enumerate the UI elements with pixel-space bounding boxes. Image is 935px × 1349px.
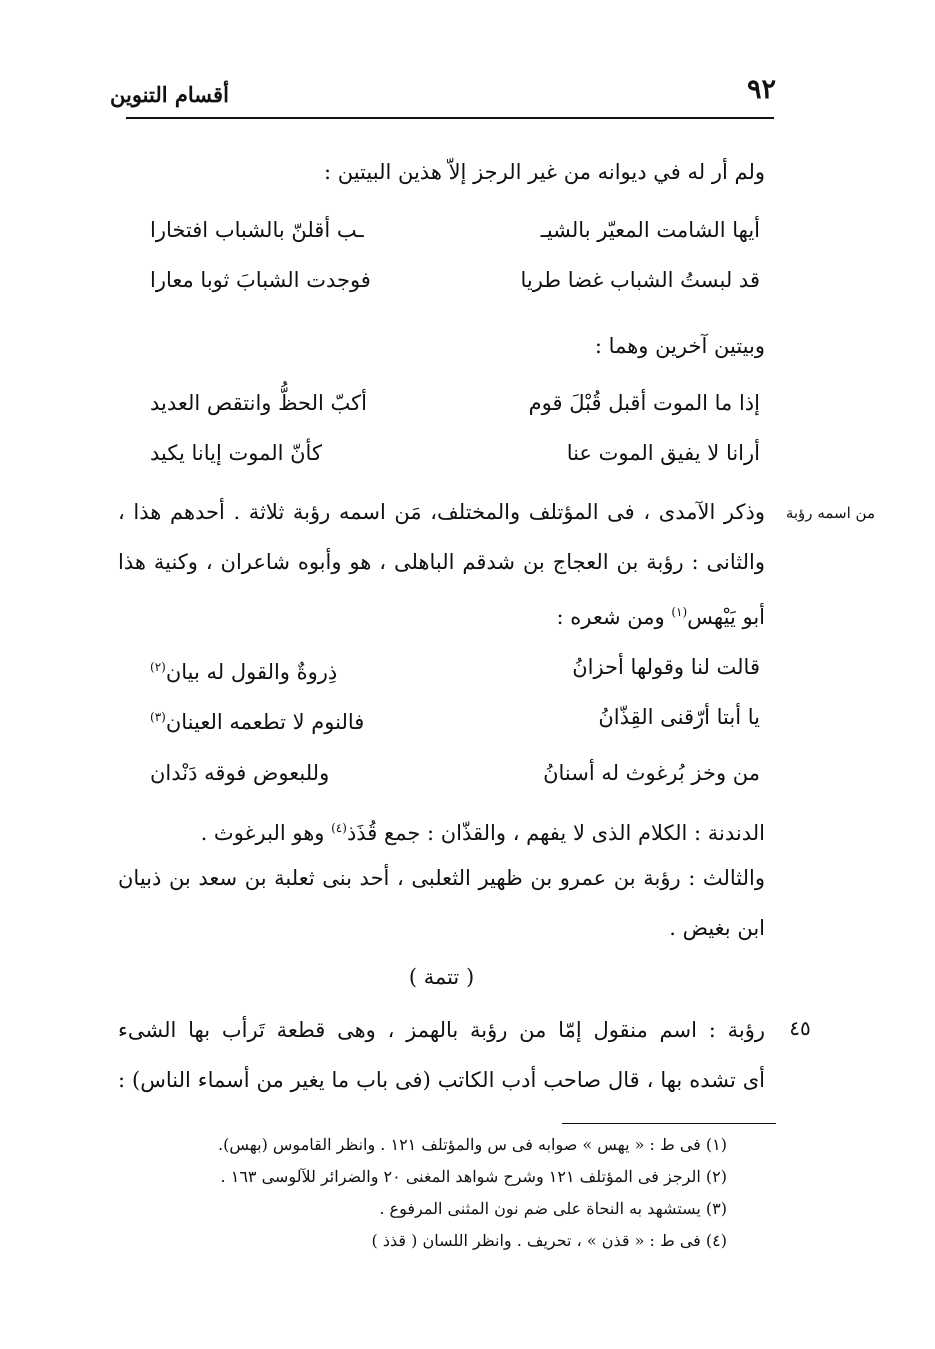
paragraph-line bbox=[201, 812, 765, 849]
verse-hemistich-2 bbox=[150, 700, 364, 739]
footnote: (١) فى ط : « يهس » صوابه فى س والمؤتلف ١٢١ . وانظر القاموس (بهس). bbox=[218, 1135, 727, 1154]
verse-hemistich-1: أيها الشامت المعيّر بالشيـ bbox=[540, 218, 760, 242]
verse-hemistich-2: وللبعوض فوقه دَنْدان bbox=[150, 761, 330, 785]
verse-hemistich-1: قد لبستُ الشباب غضا طريا bbox=[520, 268, 760, 292]
verse-hemistich-1: قالت لنا وقولها أحزانُ bbox=[572, 655, 760, 679]
footnote: (٣) يستشهد به النحاة على ضم نون المثنى المرفوع . bbox=[379, 1199, 727, 1218]
verse-hemistich-1: أرانا لا يفيق الموت عنا bbox=[566, 441, 760, 465]
verse-text: ذِروةٌ والقول له بيان bbox=[165, 660, 338, 684]
page-number: ٩٢ bbox=[746, 74, 776, 105]
paragraph-line: والثالث : رؤبة بن عمرو بن ظهير الثعلبى ، أحد بنى ثعلبة بن سعد بن ذبيان bbox=[118, 866, 765, 890]
footnote: (٤) فى ط : « قذن » ، تحريف . وانظر اللسان ( قذذ ) bbox=[371, 1231, 727, 1250]
footnote-ref: (١) bbox=[671, 605, 688, 619]
paragraph-line: أى تشده بها ، قال صاحب أدب الكاتب (فى باب ما يغير من أسماء الناس) : bbox=[118, 1068, 765, 1092]
paragraph-line: ابن بغيض . bbox=[669, 916, 765, 940]
verse-hemistich-1: من وخز بُرغوث له أسنانُ bbox=[543, 761, 760, 785]
margin-line-number: ٤٥ bbox=[789, 1016, 811, 1040]
verse-hemistich-1: يا أبتا أرّقنى القِذّانُ bbox=[598, 705, 760, 729]
footnote-rule bbox=[562, 1123, 776, 1124]
footnote-ref: (٤) bbox=[331, 821, 347, 835]
paragraph-text: وهو البرغوث . bbox=[200, 821, 332, 845]
paragraph-line: والثانى : رؤبة بن العجاج بن شدقم الباهلى ، هو وأبوه شاعران ، وكنية هذا bbox=[118, 550, 765, 574]
paragraph-text: الدندنة : الكلام الذى لا يفهم ، والقذّان : جمع قُذَذ bbox=[346, 821, 765, 845]
margin-note: من اسمه رؤبة bbox=[785, 504, 875, 522]
paragraph-line: رؤبة : اسم منقول إمّا من رؤبة بالهمز ، وهى قطعة تَرأب بها الشىء bbox=[118, 1018, 765, 1042]
paragraph-text: ومن شعره : bbox=[556, 605, 672, 629]
header-rule bbox=[126, 117, 774, 119]
verse-hemistich-1: إذا ما الموت أقبل قُبْلَ قوم bbox=[528, 391, 760, 415]
verse-text: فالنوم لا تطعمه العينان bbox=[165, 710, 365, 734]
paragraph-line: وبيتين آخرين وهما : bbox=[594, 334, 765, 358]
verse-hemistich-2 bbox=[150, 650, 337, 689]
verse-hemistich-2: ـب أقلنّ بالشباب افتخارا bbox=[150, 218, 364, 242]
footnote-ref: (٢) bbox=[150, 660, 166, 674]
paragraph-line: ولم أر له في ديوانه من غير الرجز إلاّ هذين البيتين : bbox=[323, 160, 765, 184]
footnote-ref: (٣) bbox=[150, 710, 166, 724]
running-title: أقسام التنوين bbox=[110, 82, 229, 107]
section-title: ( تتمة ) bbox=[408, 965, 475, 989]
verse-hemistich-2: فوجدت الشبابَ ثوبا معارا bbox=[150, 268, 371, 292]
paragraph-line: وذكر الآمدى ، فى المؤتلف والمختلف، مَن اسمه رؤبة ثلاثة . أحدهم هذا ، bbox=[118, 500, 765, 524]
verse-hemistich-2: كأنّ الموت إيانا يكيد bbox=[150, 441, 322, 465]
footnote: (٢) الرجز فى المؤتلف ١٢١ وشرح شواهد المغنى ٢٠ والضرائر للآلوسى ١٦٣ . bbox=[220, 1167, 727, 1186]
verse-hemistich-2: أكبّ الحظُّ وانتقص العديد bbox=[150, 391, 367, 415]
paragraph-line bbox=[557, 596, 765, 633]
paragraph-text: أبو يَيْهس bbox=[687, 605, 765, 629]
